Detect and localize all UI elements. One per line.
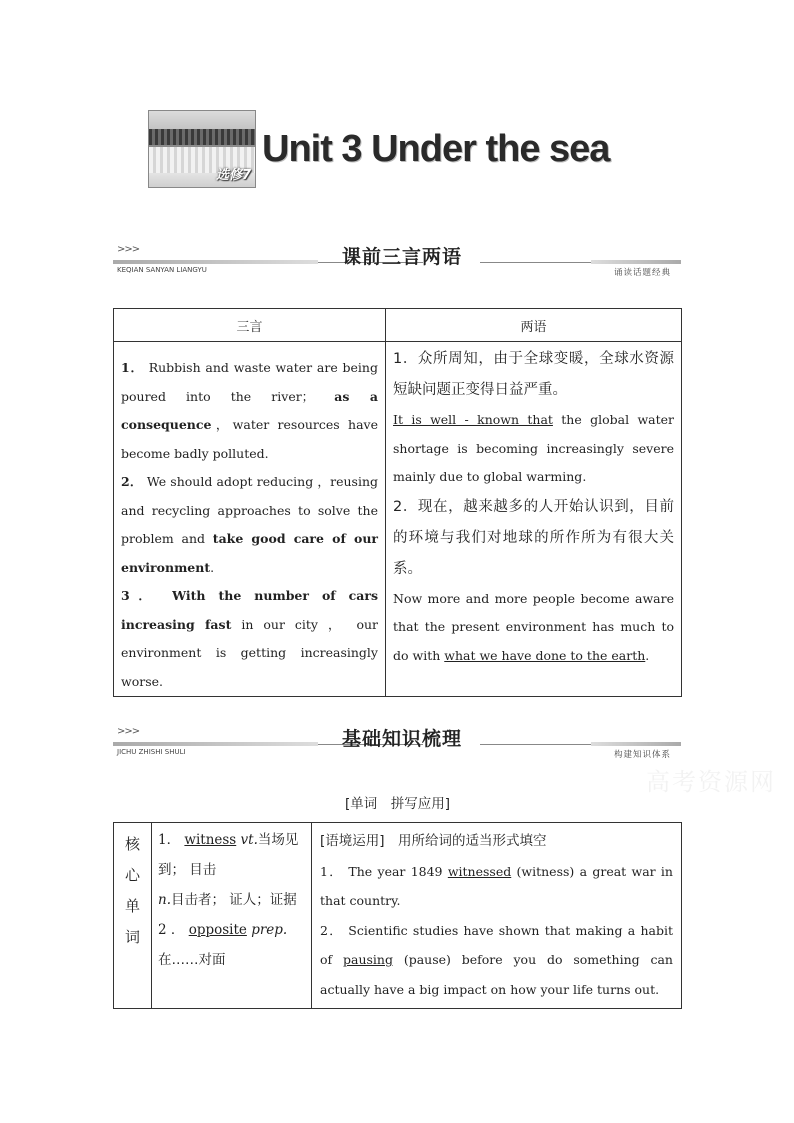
- label-char: 心: [124, 866, 140, 884]
- column-header-liangyu: 两语: [386, 309, 682, 342]
- entry-number: 1．: [158, 832, 181, 848]
- word-list-cell: [152, 823, 312, 1009]
- chinese-sentence: 2．现在，越来越多的人开始认识到，目前的环境与我们对地球的所作所为有很大关系。: [393, 498, 674, 577]
- sentence-text: the global water shortage is becoming increasingly severe mainly due to global warming.: [393, 412, 674, 484]
- item-text: ，water resources have become badly polluted.: [121, 417, 378, 461]
- word-entry: [158, 825, 305, 915]
- phrase-item: [121, 582, 378, 696]
- item-text: in our city ， our environment is getting increasingly worse.: [121, 616, 378, 689]
- answer-blank: pausing: [343, 952, 393, 967]
- vocab-word: witness: [184, 832, 237, 848]
- item-text: .: [210, 559, 215, 575]
- phrases-table: [113, 308, 682, 697]
- entry-number: 2 ．: [158, 922, 185, 938]
- definition: 目击者； 证人；证据: [171, 892, 297, 908]
- core-words-label: [114, 823, 152, 1009]
- column-header-sanyan: 三言: [114, 309, 386, 342]
- banner-divider: [113, 260, 318, 264]
- exercise-instruction: [语境运用] 用所给词的适当形式填空: [320, 833, 547, 849]
- english-sentence: [393, 585, 674, 671]
- label-char: 单: [124, 897, 140, 915]
- exercise-cell: [312, 823, 682, 1009]
- forest-graphic: [149, 129, 255, 145]
- banner-divider: [113, 742, 318, 746]
- exercise-sentence: [320, 916, 673, 1005]
- banner-divider: [591, 742, 681, 746]
- word-entry: [158, 915, 305, 975]
- english-sentence: [393, 406, 674, 492]
- item-text: Rubbish and waste water are being poured into the river；: [121, 360, 378, 404]
- sentence-text: 2． Scientific studies have shown that making a habit of: [320, 922, 673, 967]
- sentence-text: (witness) a great war in that country.: [320, 863, 673, 908]
- sentence-text: Now more and more people become aware that the present environment has much to do with: [393, 590, 674, 663]
- label-char: 词: [124, 928, 140, 946]
- section-banner-preclass: [113, 240, 681, 276]
- underlined-phrase: It is well - known that: [393, 412, 553, 427]
- module-badge: 选修7: [215, 168, 251, 183]
- chinese-sentence: 1．众所周知，由于全球变暖，全球水资源短缺问题正变得日益严重。: [393, 351, 674, 398]
- section-banner-basics: [113, 722, 681, 758]
- section-title: 基础知识梳理: [341, 728, 462, 750]
- section-pinyin: KEQIAN SANYAN LIANGYU: [117, 266, 207, 274]
- underlined-phrase: what we have done to the earth: [444, 647, 646, 663]
- sentence-text: .: [645, 647, 650, 663]
- definition: 在……对面: [158, 952, 226, 968]
- section-subtitle: 诵读话题经典: [613, 268, 671, 278]
- vocab-subheading: [单词 拼写应用]: [344, 796, 451, 812]
- answer-blank: witnessed: [447, 863, 512, 879]
- key-phrase: as a consequence: [121, 388, 378, 432]
- definition: 当场见到； 目击: [158, 832, 299, 878]
- phrase-item: [121, 468, 378, 582]
- vocab-word: opposite: [188, 922, 247, 938]
- section-subtitle: 构建知识体系: [613, 750, 671, 760]
- part-of-speech: vt.: [240, 832, 258, 848]
- exercise-sentence: [320, 857, 673, 916]
- phrases-cell: [114, 342, 386, 697]
- item-number: 3．: [121, 588, 160, 603]
- section-pinyin: JICHU ZHISHI SHULI: [117, 748, 186, 756]
- item-text: We should adopt reducing ，reusing and recycling approaches to solve the problem and: [121, 474, 379, 546]
- vocabulary-table: [113, 822, 682, 1009]
- sentence-text: (pause) before you do something can actually have a big impact on how your life turns out.: [320, 952, 673, 997]
- sentence-text: 1． The year 1849: [320, 863, 448, 879]
- chevron-right-icon: >>>: [117, 244, 140, 255]
- section-title: 课前三言两语: [341, 246, 462, 268]
- chevron-right-icon: >>>: [117, 726, 140, 737]
- unit-thumbnail-image: [148, 110, 256, 188]
- part-of-speech: n.: [158, 892, 171, 908]
- item-number: 2．: [121, 474, 143, 489]
- watermark: 高考资源网: [646, 768, 776, 796]
- key-phrase: With the number of cars increasing fast: [121, 588, 378, 632]
- key-phrase: take good care of our environment: [121, 531, 378, 575]
- unit-title: Unit 3 Under the sea: [262, 128, 610, 170]
- phrase-item: [121, 354, 378, 468]
- sentences-cell: [386, 342, 682, 697]
- label-char: 核: [124, 835, 140, 853]
- part-of-speech: prep.: [251, 922, 288, 938]
- banner-divider: [591, 260, 681, 264]
- item-number: 1．: [121, 360, 144, 375]
